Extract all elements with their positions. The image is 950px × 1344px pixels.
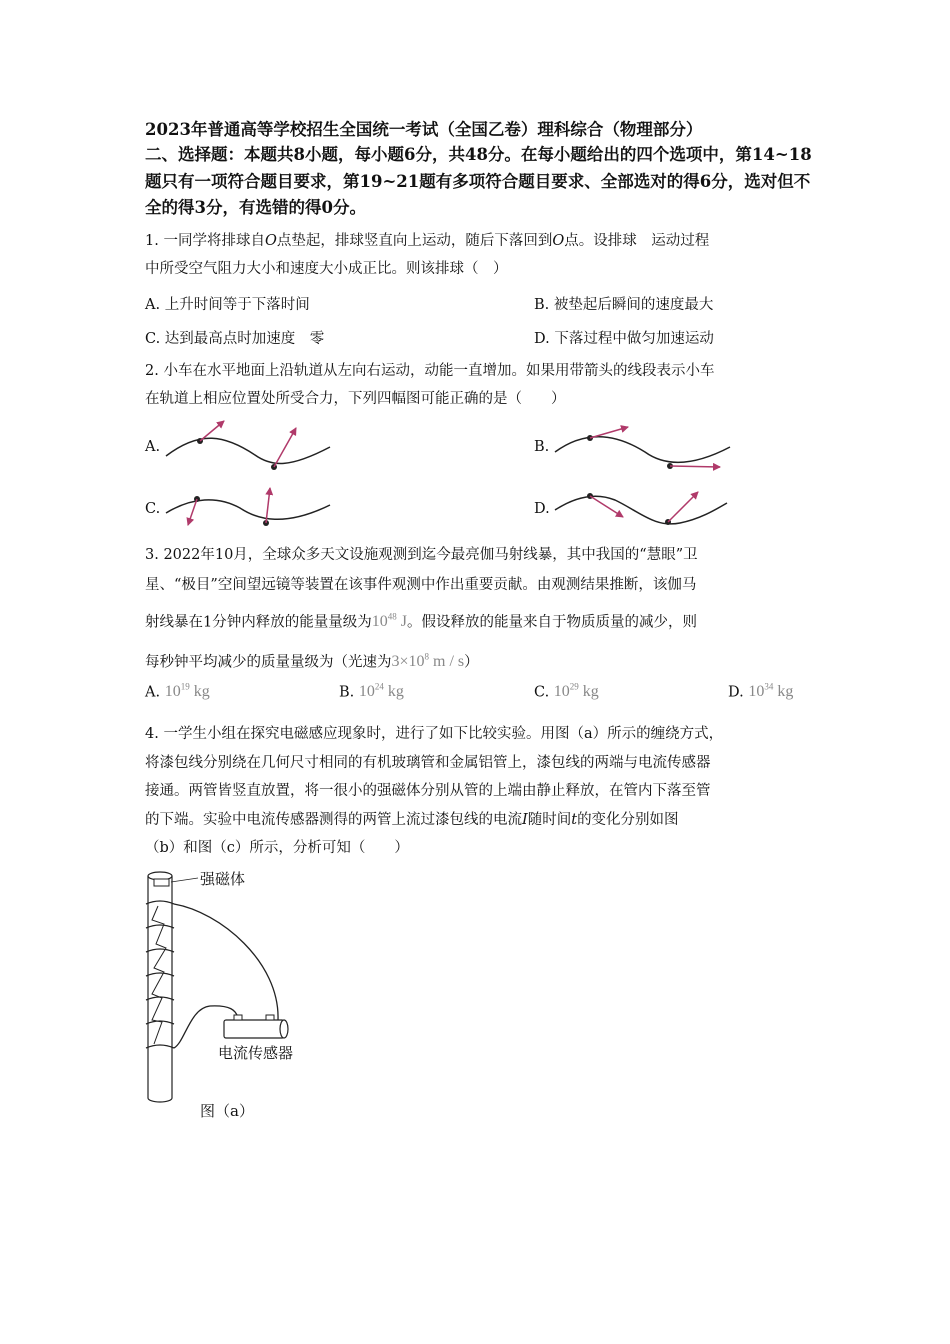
q2-label-b: B. [534,439,550,455]
force-arrow [668,492,698,522]
q1-line2: 中所受空气阻力大小和速度大小成正比。则该排球（ ） [145,261,508,277]
q3-option-b: B. $10^{24}$ kg [339,682,404,701]
q3-line3: 射线暴在1分钟内释放的能量量级为$10^{48}$ J。假设释放的能量来自于物质质量的减少，则 [145,612,697,631]
q4-line1: 4. 一学生小组在探究电磁感应现象时，进行了如下比较实验。用图（a）所示的缠绕方式， [145,726,724,742]
q1-option-b: B. 被垫起后瞬间的速度最大 [534,297,714,313]
q4-line2: 将漆包线分别绕在几何尺寸相同的有机玻璃管和金属铝管上，漆包线的两端与电流传感器 [145,754,711,771]
light-speed-value: $3\times 10^8$ m / s [391,652,465,671]
energy-value: $10^{48}$ J [371,612,407,631]
q2-label-c: C. [145,501,161,517]
q2-label-a: A. [145,439,161,455]
q3-line4: 每秒钟平均减少的质量量级为（光速为$3\times 10^8$ m / s） [145,652,479,671]
sensor-label: 电流传感器 [218,1044,294,1062]
wire [174,904,278,1020]
force-arrow [590,427,628,438]
track-a [166,438,330,463]
question-3 [145,540,810,600]
figure-caption: 图（a） [200,1102,254,1120]
q2-diagram-a [166,421,330,470]
coil [146,901,174,1048]
q2-line1: 2. 小车在水平地面上沿轨道从左向右运动，动能一直增加。如果用带箭头的线段表示小车 [145,363,715,379]
force-arrow [274,428,296,467]
q3-line2: 星、“极目”空间望远镜等装置在该事件观测中作出重要贡献。由观测结果推断，该伽马 [145,577,697,593]
q2-diagrams [0,0,950,540]
q1-line1: 1. 一同学将排球自O点垫起，排球竖直向上运动，随后下落回到O点。设排球 运动过程 [145,233,710,249]
question-4 [145,720,810,863]
q2-diagram-b [555,427,730,469]
magnet [154,879,169,886]
force-arrow [590,496,623,517]
q4-line4: 的下端。实验中电流传感器测得的两管上流过漆包线的电流I随时间t的变化分别如图 [145,811,679,828]
page-title: 2023年普通高等学校招生全国统一考试（全国乙卷）理科综合（物理部分） [145,120,703,139]
q3-line1: 3. 2022年10月，全球众多天文设施观测到迄今最亮伽马射线暴，其中我国的“慧眼”卫 [145,547,698,563]
force-arrow [670,466,720,467]
q1-option-c: C. 达到最高点时加速度 零 [145,331,325,347]
q3-option-a: A. $10^{19}$ kg [145,682,210,701]
track-d [555,496,727,524]
q2-diagram-c [166,488,330,526]
q2-diagram-d [555,492,727,525]
q4-line5: （b）和图（c）所示，分析可知（ ） [145,840,409,856]
track-b [555,437,730,463]
q1-option-a: A. 上升时间等于下落时间 [145,297,310,313]
q3-option-d: D. $10^{34}$ kg [728,682,794,701]
magnet-label: 强磁体 [200,870,246,888]
q4-line3: 接通。两管皆竖直放置，将一很小的强磁体分别从管的上端由静止释放，在管内下落至管 [145,783,711,799]
q2-line2: 在轨道上相应位置处所受合力，下列四幅图可能正确的是（ ） [145,391,566,407]
q2-label-d: D. [534,501,550,517]
section-instructions: 二、选择题：本题共8小题，每小题6分，共48分。在每小题给出的四个选项中，第14~18题只有一项符合题目要求，第19~21题有多项符合题目要求、全部选对的得6分，选对但不全的得3分，有选错的得0分。 [145,145,812,217]
figure-a [130,862,330,1122]
q3-option-c: C. $10^{29}$ kg [534,682,599,701]
q1-option-d: D. 下落过程中做匀加速运动 [534,331,714,347]
tube [148,872,172,1102]
